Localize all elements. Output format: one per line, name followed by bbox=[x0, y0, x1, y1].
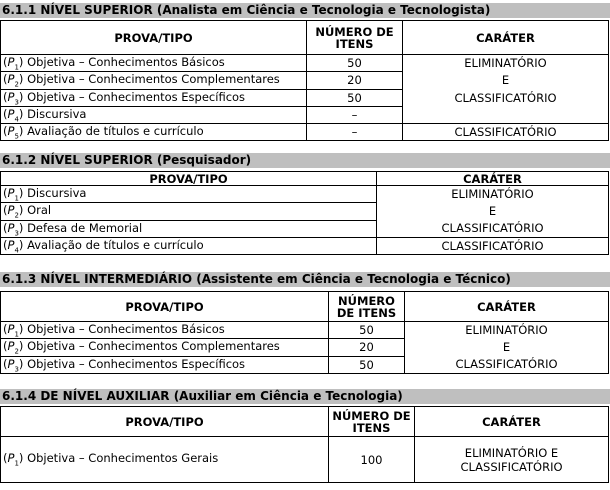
table-6-1-4 bbox=[0, 406, 609, 483]
table-6-1-2 bbox=[0, 171, 609, 255]
carater-cell: CLASSIFICATÓRIO bbox=[405, 356, 609, 373]
header-carater: CARÁTER bbox=[377, 172, 609, 186]
section-title-6-1-1: 6.1.1 NÍVEL SUPERIOR (Analista em Ciência e Tecnologia e Tecnologista) bbox=[0, 3, 610, 18]
header-prova-tipo: PROVA/TIPO bbox=[1, 172, 377, 186]
table-row bbox=[1, 437, 609, 483]
numero-cell: 20 bbox=[329, 339, 405, 356]
numero-cell: – bbox=[307, 124, 403, 141]
carater-cell: ELIMINATÓRIO bbox=[403, 55, 609, 72]
carater-line: ELIMINATÓRIO E bbox=[464, 445, 559, 460]
carater-cell: CLASSIFICATÓRIO bbox=[377, 220, 609, 237]
header-carater: CARÁTER bbox=[405, 292, 609, 322]
prova-cell: $(P_2)$ Objetiva – Conhecimentos Complementares bbox=[1, 72, 307, 89]
prova-cell: $(P_1)$ Objetiva – Conhecimentos Básicos bbox=[1, 55, 307, 72]
header-numero-itens: NÚMERO DE ITENS bbox=[329, 407, 415, 437]
header-prova-tipo: PROVA/TIPO bbox=[1, 407, 329, 437]
table-6-1-3 bbox=[0, 291, 609, 374]
table-row bbox=[1, 322, 609, 339]
section-title-6-1-4: 6.1.4 DE NÍVEL AUXILIAR (Auxiliar em Ciência e Tecnologia) bbox=[0, 389, 610, 404]
table-6-1-1 bbox=[0, 20, 609, 141]
numero-cell: 50 bbox=[329, 322, 405, 339]
table-row bbox=[1, 55, 609, 72]
carater-cell-empty bbox=[403, 106, 609, 123]
table-row bbox=[1, 106, 609, 123]
table-row bbox=[1, 186, 609, 203]
header-numero-itens: NÚMERO DE ITENS bbox=[329, 292, 405, 322]
carater-cell: E bbox=[405, 339, 609, 356]
header-carater: CARÁTER bbox=[415, 407, 609, 437]
prova-cell: $(P_5)$ Avaliação de títulos e currículo bbox=[1, 124, 307, 141]
header-prova-tipo: PROVA/TIPO bbox=[1, 292, 329, 322]
section-title-6-1-2: 6.1.2 NÍVEL SUPERIOR (Pesquisador) bbox=[0, 153, 610, 168]
carater-cell: ELIMINATÓRIO bbox=[377, 186, 609, 203]
carater-cell: E bbox=[377, 203, 609, 220]
numero-cell: 20 bbox=[307, 72, 403, 89]
numero-cell: 50 bbox=[329, 356, 405, 373]
carater-line: CLASSIFICATÓRIO bbox=[460, 459, 563, 474]
section-title-6-1-3: 6.1.3 NÍVEL INTERMEDIÁRIO (Assistente em Ciência e Tecnologia e Técnico) bbox=[0, 272, 610, 287]
table-row bbox=[1, 89, 609, 106]
carater-cell: ELIMINATÓRIO bbox=[405, 322, 609, 339]
prova-cell: $(P_2)$ Oral bbox=[1, 203, 377, 220]
table-row bbox=[1, 72, 609, 89]
prova-cell: $(P_1)$ Discursiva bbox=[1, 186, 377, 203]
prova-cell: $(P_4)$ Discursiva bbox=[1, 106, 307, 123]
prova-cell: $(P_2)$ Objetiva – Conhecimentos Complementares bbox=[1, 339, 329, 356]
header-numero-itens: NÚMERO DE ITENS bbox=[307, 21, 403, 55]
prova-cell: $(P_3)$ Objetiva – Conhecimentos Específicos bbox=[1, 356, 329, 373]
carater-cell: CLASSIFICATÓRIO bbox=[377, 237, 609, 254]
table-row bbox=[1, 356, 609, 373]
numero-cell: 50 bbox=[307, 55, 403, 72]
prova-cell: $(P_1)$ Objetiva – Conhecimentos Básicos bbox=[1, 322, 329, 339]
table-row bbox=[1, 124, 609, 141]
carater-cell: CLASSIFICATÓRIO bbox=[403, 124, 609, 141]
header-carater: CARÁTER bbox=[403, 21, 609, 55]
numero-cell: 50 bbox=[307, 89, 403, 106]
carater-cell bbox=[415, 437, 609, 483]
prova-cell: $(P_4)$ Avaliação de títulos e currículo bbox=[1, 237, 377, 254]
header-prova-tipo: PROVA/TIPO bbox=[1, 21, 307, 55]
table-row bbox=[1, 220, 609, 237]
table-row bbox=[1, 203, 609, 220]
table-row bbox=[1, 237, 609, 254]
prova-cell: $(P_3)$ Objetiva – Conhecimentos Específicos bbox=[1, 89, 307, 106]
table-row bbox=[1, 339, 609, 356]
numero-cell: – bbox=[307, 106, 403, 123]
prova-cell: $(P_3)$ Defesa de Memorial bbox=[1, 220, 377, 237]
prova-cell: $(P_1)$ Objetiva – Conhecimentos Gerais bbox=[1, 437, 329, 483]
carater-cell: CLASSIFICATÓRIO bbox=[403, 89, 609, 106]
numero-cell: 100 bbox=[329, 437, 415, 483]
carater-cell: E bbox=[403, 72, 609, 89]
